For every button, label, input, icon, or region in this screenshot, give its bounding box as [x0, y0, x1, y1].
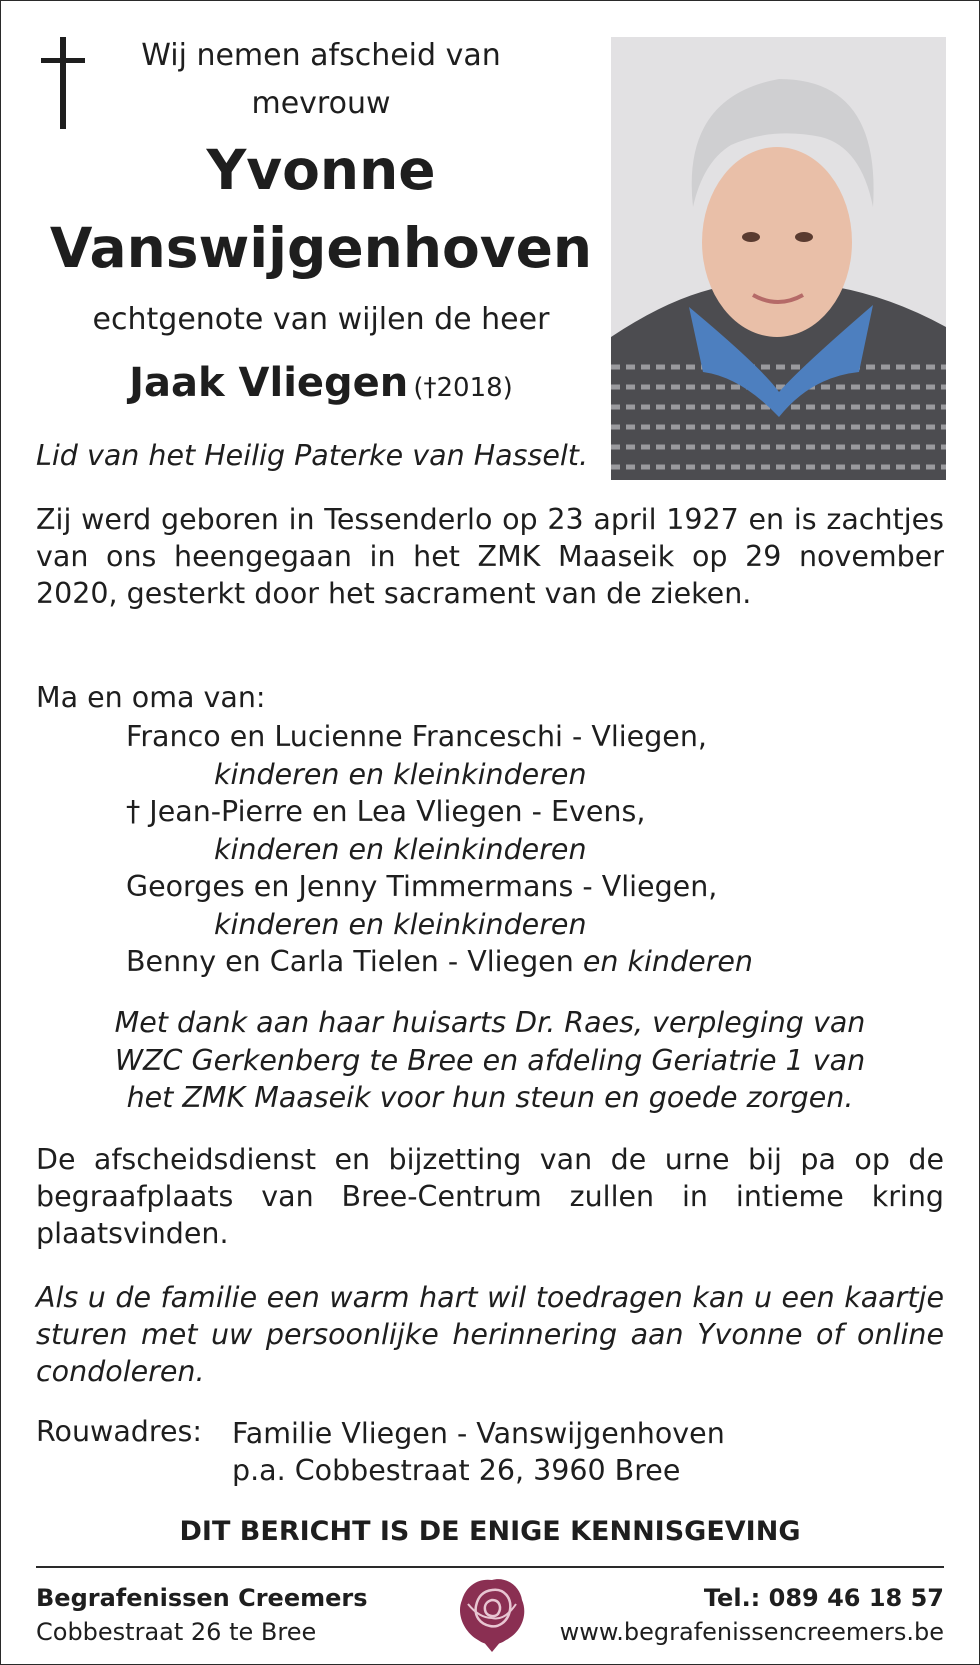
funeral-home-contact — [560, 1581, 944, 1649]
spouse-death-year: (†2018) — [413, 373, 513, 403]
condolence-text: Als u de familie een warm hart wil toedragen kan u een kaartje sturen met uw persoonlijke herinnering aan Yvonne of online condoleren. — [36, 1281, 944, 1388]
spouse-line — [31, 355, 611, 419]
rose-icon — [454, 1574, 530, 1654]
thanks-message — [36, 1004, 944, 1117]
address-label: Rouwadres: — [36, 1415, 202, 1448]
mourning-address — [232, 1415, 725, 1489]
address-line: p.a. Cobbestraat 26, 3960 Bree — [232, 1454, 681, 1487]
portrait-illustration — [611, 37, 946, 480]
intro-line: Wij nemen afscheid van — [141, 38, 501, 73]
footer-divider — [36, 1566, 944, 1568]
biography-text: Zij werd geboren in Tessenderlo op 23 april 1927 en is zachtjes van ons heengegaan in het ZMK Maaseik op 29 november 2020, gesterkt door het sacrament van de zieken. — [36, 503, 944, 610]
address-line: Familie Vliegen - Vanswijgenhoven — [232, 1417, 725, 1450]
family-list — [126, 718, 926, 981]
family-entry-last — [126, 943, 926, 981]
funeral-home-info — [36, 1581, 368, 1649]
funeral-home-address: Cobbestraat 26 te Bree — [36, 1618, 317, 1646]
ceremony-text: De afscheidsdienst en bijzetting van de urne bij pa op de begraafplaats van Bree-Centrum zullen in intieme kring plaatsvinden. — [36, 1143, 944, 1250]
family-entry: Georges en Jenny Timmermans - Vliegen, — [126, 870, 718, 903]
title-line: mevrouw — [251, 86, 391, 121]
family-entry-name: Benny en Carla Tielen - Vliegen — [126, 945, 574, 978]
family-entry: † Jean-Pierre en Lea Vliegen - Evens, — [126, 795, 646, 828]
thanks-line: Met dank aan haar huisarts Dr. Raes, verpleging van — [114, 1006, 866, 1039]
deceased-first-name: Yvonne — [206, 138, 436, 202]
phone-number: Tel.: 089 46 18 57 — [703, 1584, 944, 1612]
sole-notice: DIT BERICHT IS DE ENIGE KENNISGEVING — [179, 1516, 801, 1547]
family-heading: Ma en oma van: — [36, 681, 266, 714]
family-entry-suffix: en kinderen — [582, 945, 753, 978]
spouse-intro: echtgenote van wijlen de heer — [92, 302, 550, 337]
family-entry-sub: kinderen en kleinkinderen — [214, 907, 587, 941]
membership-note: Lid van het Heilig Paterke van Hasselt. — [36, 439, 589, 472]
family-entry: Franco en Lucienne Franceschi - Vliegen, — [126, 720, 707, 753]
family-entry-sub: kinderen en kleinkinderen — [214, 832, 587, 866]
thanks-line: het ZMK Maaseik voor hun steun en goede zorgen. — [126, 1081, 854, 1114]
spouse-name: Jaak Vliegen — [129, 360, 409, 406]
thanks-line: WZC Gerkenberg te Bree en afdeling Geriatrie 1 van — [114, 1043, 866, 1077]
website-link[interactable]: www.begrafenissencreemers.be — [559, 1618, 944, 1646]
deceased-last-name: Vanswijgenhoven — [49, 216, 593, 280]
portrait-photo — [611, 37, 946, 480]
funeral-home-name: Begrafenissen Creemers — [36, 1584, 368, 1612]
family-entry-sub: kinderen en kleinkinderen — [214, 757, 587, 791]
